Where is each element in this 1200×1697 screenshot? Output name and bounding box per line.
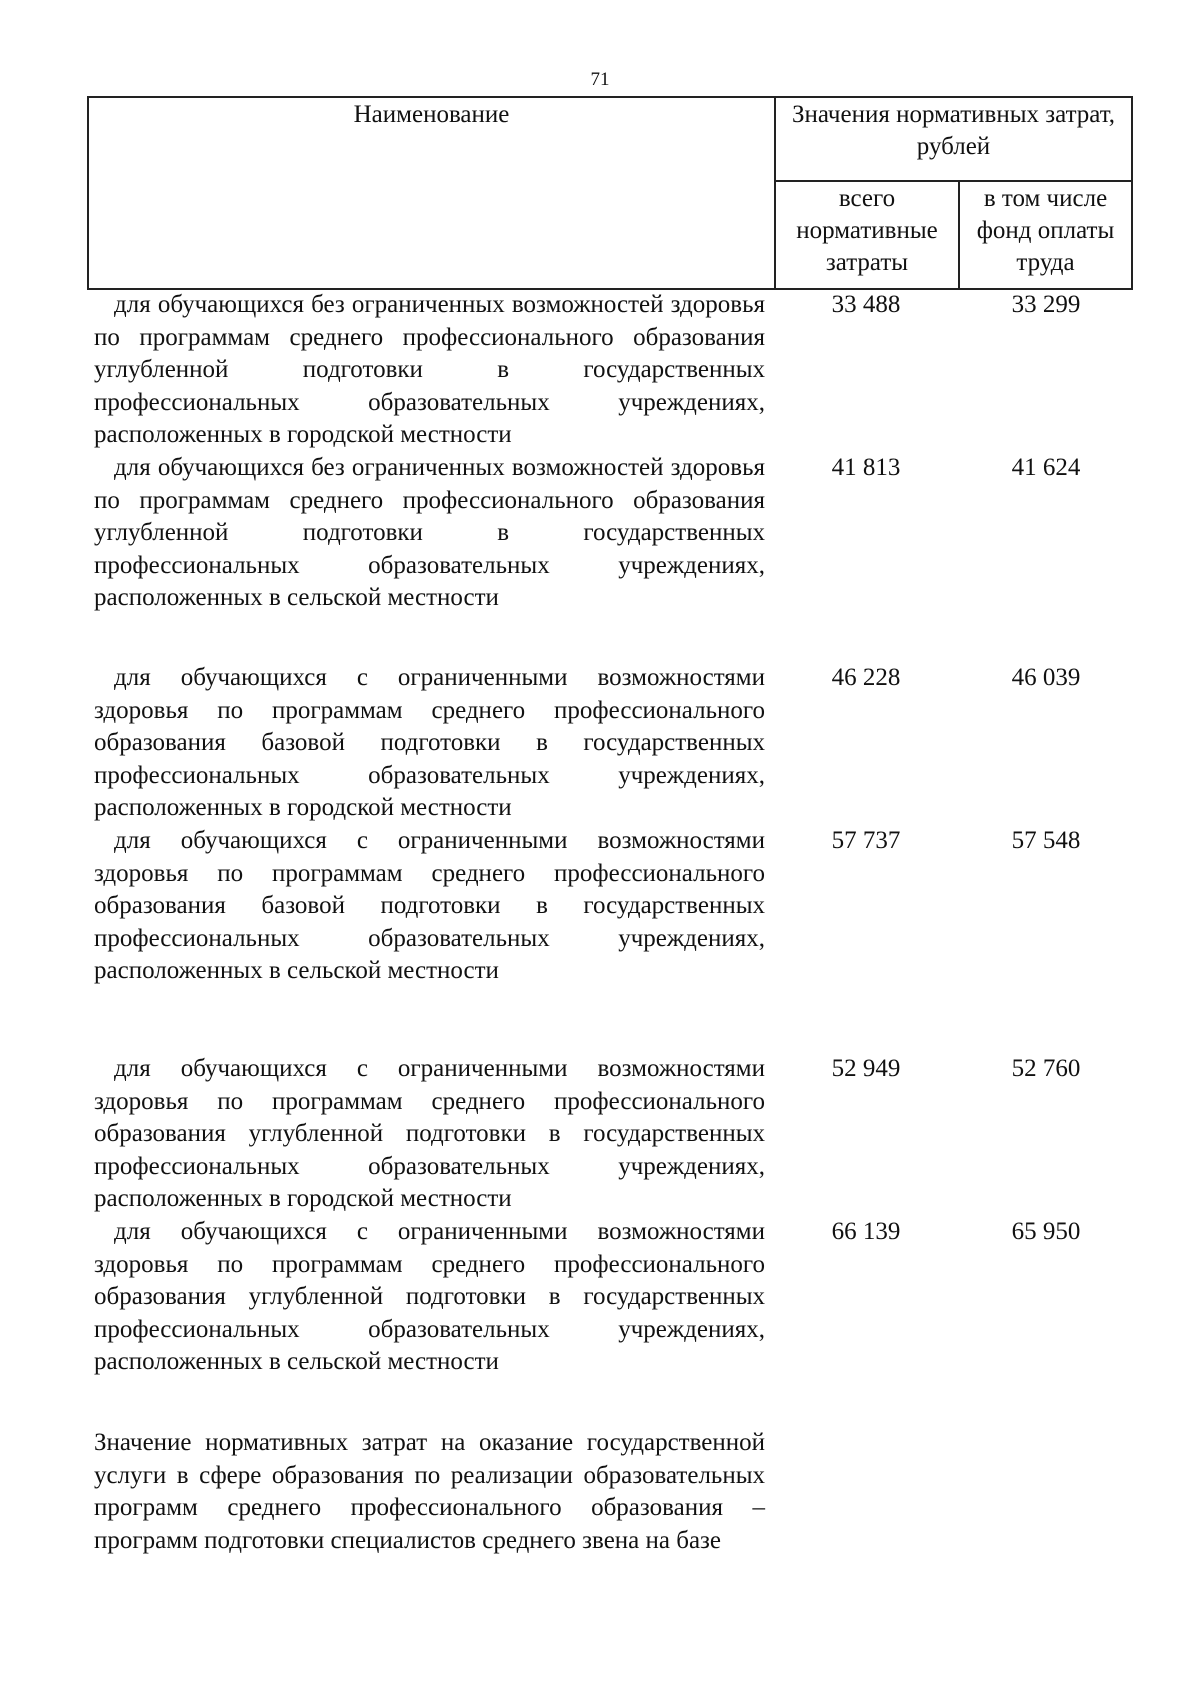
summary-text: Значение нормативных затрат на оказание государственной услуги в сфере образования по реализации образовательных программ среднего профессионального образования – программ подготовки специалистов среднего звена на базе — [94, 1429, 765, 1554]
row-total-value: 33 488 — [831, 291, 901, 318]
column-header-values-group: Значения нормативных затрат, рублей — [776, 98, 1131, 182]
row-wage-fund-value: 33 299 — [1011, 291, 1081, 318]
row-wage-fund-value: 65 950 — [1011, 1218, 1081, 1245]
column-header-wage-fund: в том числе фонд оплаты труда — [976, 185, 1115, 276]
row-description: для обучающихся с ограниченными возможностями здоровья по программам среднего профессионального образования углубленной подготовки в государственных профессиональных образовательных учреждениях, расположенных в сельской местности — [94, 1218, 765, 1375]
row-description: для обучающихся с ограниченными возможностями здоровья по программам среднего профессионального образования углубленной подготовки в государственных профессиональных образовательных учреждениях, расположенных в городской местности — [94, 1055, 765, 1212]
table-header — [87, 96, 1133, 290]
row-wage-fund-value: 46 039 — [1011, 664, 1081, 691]
column-header-name: Наименование — [89, 98, 776, 288]
row-total-value: 57 737 — [831, 827, 901, 854]
row-description: для обучающихся с ограниченными возможностями здоровья по программам среднего профессионального образования базовой подготовки в государственных профессиональных образовательных учреждениях, расположенных в городской местности — [94, 664, 765, 821]
row-total-value: 41 813 — [831, 454, 901, 481]
row-total-value: 46 228 — [831, 664, 901, 691]
row-description: для обучающихся без ограниченных возможностей здоровья по программам среднего профессионального образования углубленной подготовки в государственных профессиональных образовательных учреждениях, расположенных в городской местности — [94, 291, 765, 448]
row-wage-fund-value: 41 624 — [1011, 454, 1081, 481]
row-wage-fund-value: 52 760 — [1011, 1055, 1081, 1082]
column-header-total: всего нормативные затраты — [776, 182, 960, 288]
page-number: 71 — [590, 69, 610, 90]
row-description: для обучающихся с ограниченными возможностями здоровья по программам среднего профессионального образования базовой подготовки в государственных профессиональных образовательных учреждениях, расположенных в сельской местности — [94, 827, 765, 984]
row-description: для обучающихся без ограниченных возможностей здоровья по программам среднего профессионального образования углубленной подготовки в государственных профессиональных образовательных учреждениях, расположенных в сельской местности — [94, 454, 765, 611]
row-total-value: 52 949 — [831, 1055, 901, 1082]
row-wage-fund-value: 57 548 — [1011, 827, 1081, 854]
row-total-value: 66 139 — [831, 1218, 901, 1245]
